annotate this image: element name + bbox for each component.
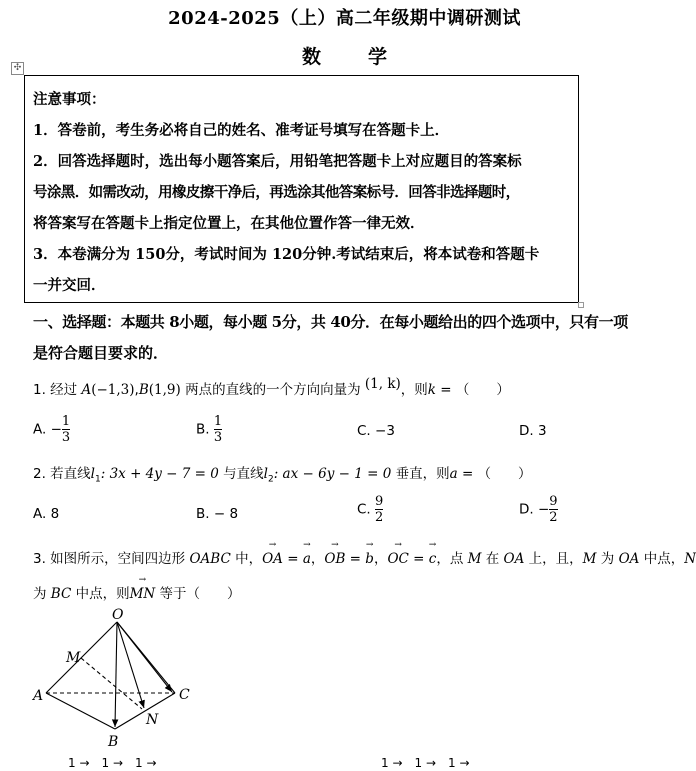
q2-c-fraction	[375, 494, 383, 525]
q1-b-den: 3	[213, 430, 223, 445]
q1-eq: = （ ）	[435, 382, 510, 398]
q1-a-sign: −	[50, 421, 62, 438]
q3-oa3: OA	[618, 551, 640, 567]
q3-option-a-partial[interactable]: 1 → 1 → 1 →	[68, 756, 157, 770]
notice-item-2b: 号涂黑．如需改动，用橡皮擦干净后，再选涂其他答案标号．回答非选择题时，	[33, 184, 520, 201]
label-a: A	[33, 688, 44, 704]
q1-k: k	[427, 382, 436, 398]
q2-l1: l	[90, 466, 95, 482]
notice-item-2a: 2．回答选择题时，选出每小题答案后，用铅笔把答题卡上对应题目的答案标	[33, 153, 522, 170]
q3-oabc: OABC	[189, 551, 231, 567]
notice-box	[24, 75, 579, 303]
label-b: B	[108, 734, 119, 750]
q1-option-b[interactable]	[196, 414, 222, 445]
q3-and: 上，且，	[524, 551, 583, 567]
q1-option-c[interactable]: C. −3	[357, 423, 395, 439]
q2-d-num: 9	[549, 494, 558, 509]
q1-a-label: A.	[33, 421, 47, 438]
q2-c-label: C.	[357, 501, 371, 518]
label-c: C	[179, 687, 190, 703]
q3-m2: M	[582, 551, 597, 567]
q2-option-c[interactable]	[357, 494, 383, 525]
q2-l2-eq: : ax − 6y − 1 = 0	[273, 466, 392, 482]
q1-b-label: B.	[196, 421, 210, 438]
exam-title: 2024-2025（上）高二年级期中调研测试	[168, 8, 521, 29]
notice-item-3b: 一并交回．	[33, 277, 106, 294]
q1-a-num: 1	[61, 414, 71, 429]
q1-direction-vector: (1, k)	[364, 376, 401, 392]
q2-l1-sub: 1	[95, 474, 101, 485]
q3-vec-mn: → MN	[130, 586, 156, 602]
q2-eq: = （ ）	[457, 466, 532, 482]
q3-eq3: =	[408, 551, 429, 567]
q3-vec-ob: → OB	[324, 551, 345, 567]
q3-for: 为	[33, 586, 51, 602]
notice-item-2c: 将答案写在答题卡上指定位置上，在其他位置作答一律无效．	[33, 215, 425, 232]
notice-item-3a: 3．本卷满分为 150分，考试时间为 120分钟.考试结束后，将本试卷和答题卡	[33, 246, 540, 263]
q3-then: 中点，则	[71, 586, 130, 602]
q2-stem: 2. 若直线	[33, 466, 91, 482]
section-heading	[33, 307, 683, 369]
q2-l2: l	[263, 466, 268, 482]
segment-mn-dashed	[81, 658, 142, 709]
q3-comma1: ，	[310, 551, 325, 567]
label-m: M	[66, 650, 81, 666]
arrow-ob	[115, 622, 117, 727]
q3-eq2: =	[345, 551, 366, 567]
q3-vec-c: → c	[429, 551, 437, 567]
q1-a-den: 3	[61, 430, 71, 445]
q2-option-d[interactable]	[519, 494, 558, 525]
q2-option-a[interactable]: A. 8	[33, 506, 60, 522]
question-3-line-1	[33, 547, 696, 567]
q3-in: 中，	[230, 551, 263, 567]
q3-mid: 中点，	[639, 551, 685, 567]
q3-vec-a: → a	[303, 551, 311, 567]
notice-heading: 注意事项：	[33, 91, 106, 108]
label-o: O	[112, 607, 124, 623]
q1-point-b: B	[138, 382, 149, 398]
q1-mid: 两点的直线的一个方向向量为	[185, 382, 361, 398]
q3-m: M	[467, 551, 482, 567]
q3-vec-b: → b	[365, 551, 374, 567]
q2-perp: 垂直，则	[391, 466, 450, 482]
question-2	[33, 462, 532, 485]
q1-option-a[interactable]	[33, 414, 70, 445]
q3-option-b-partial[interactable]: 1 → 1 → 1 →	[381, 756, 470, 770]
q2-c-den: 2	[375, 510, 384, 525]
q2-d-label: D.	[519, 501, 534, 518]
q2-c-num: 9	[375, 494, 384, 509]
q1-stem: 1. 经过	[33, 382, 78, 398]
q3-n: N	[684, 551, 696, 567]
q1-point-b-coords: (1,9)	[148, 382, 181, 398]
q1-b-fraction	[214, 414, 222, 445]
q1-sep: ,	[134, 382, 139, 398]
q3-comma2: ，	[373, 551, 388, 567]
q3-on: 在	[481, 551, 504, 567]
q1-point-a: A	[81, 382, 92, 398]
q2-l1-eq: : 3x + 4y − 7 = 0	[100, 466, 219, 482]
arrow-on	[117, 622, 144, 708]
q1-a-fraction	[62, 414, 70, 445]
q3-vec-oc: → OC	[387, 551, 408, 567]
q2-a: a	[449, 466, 458, 482]
move-handle-icon[interactable]: ✣	[11, 62, 24, 75]
q3-oa2: OA	[503, 551, 525, 567]
subject-title: 数 学	[301, 46, 401, 68]
q2-l2-sub: 2	[267, 474, 274, 485]
q1-point-a-coords: (−1,3)	[91, 382, 135, 398]
q3-point: ，点	[436, 551, 468, 567]
q3-bc: BC	[50, 586, 72, 602]
arrow-oc	[117, 622, 172, 692]
question-1	[33, 378, 510, 398]
question-3-line-2	[33, 582, 241, 602]
q1-option-d[interactable]: D. 3	[519, 423, 547, 439]
section-line-2: 是符合题目要求的．	[33, 344, 169, 362]
tetrahedron-figure	[30, 608, 210, 748]
q2-option-b[interactable]: B. − 8	[196, 506, 239, 522]
section-line-1: 一、选择题：本题共 8小题，每小题 5分，共 40分．在每小题给出的四个选项中，只有一项	[33, 313, 628, 331]
q3-equals: 等于（ ）	[155, 586, 241, 602]
q3-is: 为	[596, 551, 619, 567]
q3-intro: 3. 如图所示，空间四边形	[33, 551, 190, 567]
edge-oa	[46, 622, 117, 693]
q2-d-den: 2	[549, 510, 558, 525]
q1-then: ，则	[400, 382, 428, 398]
edge-ab	[46, 693, 115, 729]
q1-b-num: 1	[213, 414, 223, 429]
q3-vec-oa: → OA	[262, 551, 283, 567]
q2-with: 与直线	[218, 466, 264, 482]
q2-d-fraction	[549, 494, 557, 525]
edge-cb	[115, 693, 175, 729]
label-n: N	[146, 712, 159, 728]
q3-eq1: =	[282, 551, 303, 567]
notice-item-1: 1．答卷前，考生务必将自己的姓名、准考证号填写在答题卡上．	[33, 122, 450, 139]
q2-d-sign: −	[537, 501, 550, 518]
